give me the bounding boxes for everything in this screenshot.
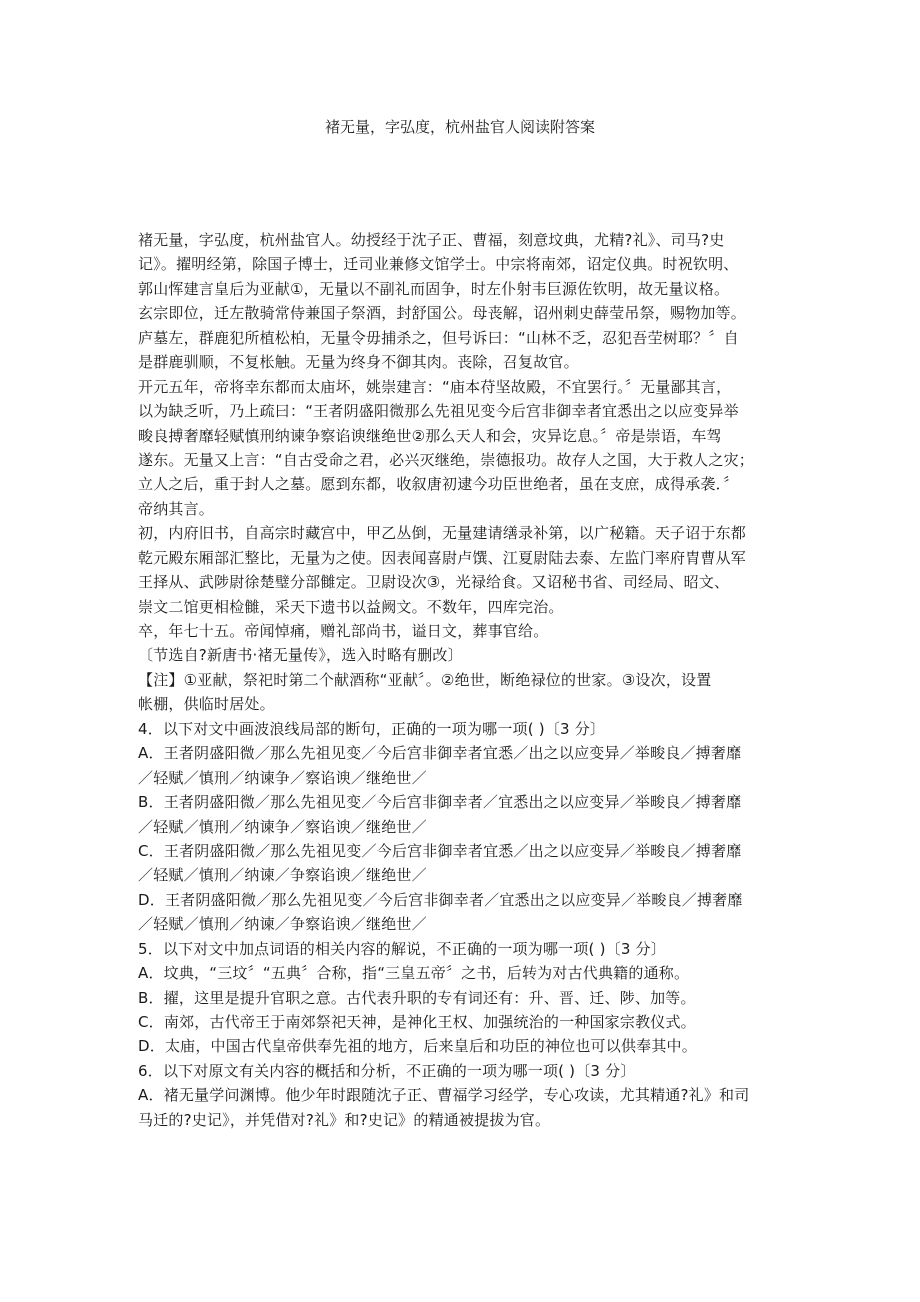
text-line: 王择从、武陟尉徐楚璧分部雠定。卫尉设次③，光禄给食。又诏秘书省、司经局、昭文、 xyxy=(138,573,730,592)
text-line: 记》。擢明经第，除国子博士，迁司业兼修文馆学士。中宗将南郊，诏定仪典。时祝钦明、 xyxy=(138,255,739,274)
document-body xyxy=(138,228,798,1132)
text-line: C．南郊，古代帝王于南郊祭祀天神，是神化王权、加强统治的一种国家宗教仪式。 xyxy=(138,1013,696,1031)
text-line: 郭山恽建言皇后为亚献①，无量以不副礼而固争，时左仆射韦巨源佐钦明，故无量议格。 xyxy=(138,279,730,298)
text-line: ／轻赋／慎刑／纳谏争／察谄谀／继绝世／ xyxy=(138,768,427,787)
text-line: D．王者阴盛阳微／那么先祖见变／今后宫非御幸者／宜悉出之以应变异／举畯良／搏奢靡 xyxy=(138,890,743,909)
text-line: B．擢，这里是提升官职之意。古代表升职的专有词还有：升、晋、迁、陟、加等。 xyxy=(138,988,696,1007)
text-line: 褚无量，字弘度，杭州盐官人。幼授经于沈子正、曹福，刻意坟典，尤精?礼》、司马?史 xyxy=(138,231,725,249)
text-line: 5．以下对文中加点词语的相关内容的解说，不正确的一项为哪一项( )〔3 分〕 xyxy=(138,939,666,958)
text-line: 【注】①亚献，祭祀时第二个献酒称“亚献〞。②绝世，断绝禄位的世家。③设次，设置 xyxy=(138,670,712,689)
text-line: 卒，年七十五。帝闻悼痛，赠礼部尚书，谥日文，葬事官给。 xyxy=(138,622,549,640)
text-line: 初，内府旧书，自高宗时藏宫中，甲乙丛倒，无量建请缮录补第，以广秘籍。天子诏于东都 xyxy=(138,524,747,543)
text-line: 玄宗即位，迁左散骑常侍兼国子祭酒，封舒国公。母丧解，诏州刺史薛莹吊祭，赐物加等。 xyxy=(138,304,747,323)
text-line: 4．以下对文中画波浪线局部的断句，正确的一项为哪一项( )〔3 分〕 xyxy=(138,719,606,738)
text-line: 乾元殿东厢部汇整比，无量为之使。因表闻喜尉卢馔、江夏尉陆去泰、左监门率府胄曹从军 xyxy=(138,548,747,567)
document-title: 褚无量，字弘度，杭州盐官人阅读附答案 xyxy=(324,118,595,136)
text-line: ／轻赋／慎刑／纳谏／争察谄谀／继绝世／ xyxy=(138,866,427,885)
text-line: 开元五年，帝将幸东都而太庙坏，姚崇建言：“庙本苻坚故殿，不宜罢行。〞无量鄙其言， xyxy=(138,377,732,396)
text-line: 6．以下对原文有关内容的概括和分析，不正确的一项为哪一项( )〔3 分〕 xyxy=(138,1061,636,1080)
text-line: 帐棚，供临时居处。 xyxy=(138,695,275,714)
text-line: 是群鹿驯顺，不复枨触。无量为终身不御其肉。丧除，召复故官。 xyxy=(138,353,579,372)
text-line: 〔节选自?新唐书·褚无量传》，选入时略有删改〕 xyxy=(138,646,463,665)
text-line: 马迁的?史记》，并凭借对?礼》和?史记》的精通被提拔为官。 xyxy=(138,1110,551,1129)
text-line: D．太庙，中国古代皇帝供奉先祖的地方，后来皇后和功臣的神位也可以供奉其中。 xyxy=(138,1037,697,1056)
text-line: A．褚无量学问渊博。他少年时跟随沈子正、曹福学习经学，专心攻读，尤其精通?礼》和司 xyxy=(138,1086,750,1105)
text-line: 以为缺乏听，乃上疏曰：“王者阴盛阳微那么先祖见变今后宫非御幸者宜悉出之以应变异举 xyxy=(138,402,739,421)
text-line: C．王者阴盛阳微／那么先祖见变／今后宫非御幸者宜悉／出之以应变异／举畯良／搏奢靡 xyxy=(138,841,742,860)
text-line: A．坟典，“三坟〞“五典〞合称，指“三皇五帝〞之书，后转为对古代典籍的通称。 xyxy=(138,964,690,983)
text-line: ／轻赋／慎刑／纳谏／争察谄谀／继绝世／ xyxy=(138,915,427,934)
text-line: 帝纳其言。 xyxy=(138,499,215,518)
text-line: ／轻赋／慎刑／纳谏争／察谄谀／继绝世／ xyxy=(138,817,427,836)
text-line: 崇文二馆更相检雠，采天下遗书以益阙文。不数年，四库完治。 xyxy=(138,597,564,616)
text-line: 庐墓左，群鹿犯所植松柏，无量令毋捕杀之，但号诉曰：“山林不乏，忍犯吾茔树耶？〞自 xyxy=(138,328,739,347)
text-line: 遂东。无量又上言：“自古受命之君，必兴灭继绝，崇德报功。故存人之国，大于救人之灾； xyxy=(138,450,754,469)
text-line: 畯良搏奢靡轻赋慎刑纳谏争察谄谀继绝世②那么天人和会，灾异讫息。〞帝是崇语，车驾 xyxy=(138,426,722,445)
text-line: A．王者阴盛阳微／那么先祖见变／今后宫非御幸者宜悉／出之以应变异／举畯良／搏奢靡 xyxy=(138,744,742,763)
text-line: 立人之后，重于封人之墓。愿到东都，收叙唐初逮今功臣世绝者，虽在支庶，成得承袭．〞 xyxy=(138,475,739,494)
text-line: B．王者阴盛阳微／那么先祖见变／今后宫非御幸者／宜悉出之以应变异／举畯良／搏奢靡 xyxy=(138,793,742,812)
